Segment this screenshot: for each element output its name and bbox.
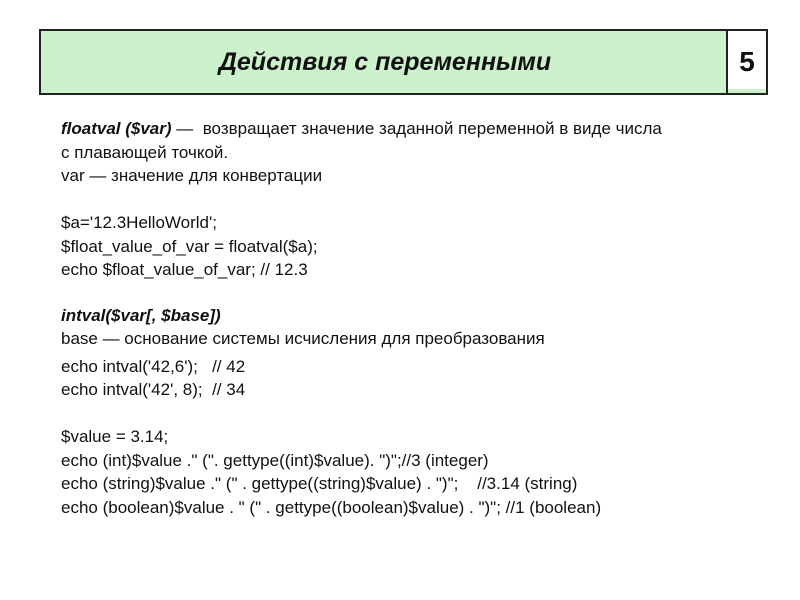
slide-header xyxy=(39,29,768,95)
code-line: echo intval('42,6'); // 42 xyxy=(61,356,246,376)
floatval-param: var — значение для конвертации xyxy=(61,166,323,185)
floatval-description-line-1 xyxy=(61,117,781,141)
code-line: echo (string)$value ." (" . gettype((string)$value) . ")"; //3.14 (string) xyxy=(61,474,578,493)
code-line: $float_value_of_var = floatval($a); xyxy=(61,236,318,256)
slide-number: 5 xyxy=(739,46,755,77)
code-line: echo (boolean)$value . " (" . gettype((boolean)$value) . ")"; //1 (boolean) xyxy=(61,497,602,517)
spacer xyxy=(61,402,781,426)
code-line: echo (int)$value ." (". gettype((int)$value). ")";//3 (integer) xyxy=(61,450,489,470)
intval-signature: intval($var[, $base]) xyxy=(61,305,221,325)
code-line: $value = 3.14; xyxy=(61,427,169,446)
code-line: echo intval('42', 8); // 34 xyxy=(61,380,246,399)
floatval-description-line-2: с плавающей точкой. xyxy=(61,142,229,162)
slide-content xyxy=(61,117,781,519)
spacer xyxy=(61,188,781,212)
floatval-signature: floatval ($var) xyxy=(61,119,172,138)
code-line: echo $float_value_of_var; // 12.3 xyxy=(61,260,308,279)
slide-title: Действия с переменными xyxy=(218,48,552,76)
slide-number-underline xyxy=(728,89,766,93)
floatval-description-text: — возвращает значение заданной переменной в виде числа xyxy=(171,119,662,138)
spacer xyxy=(61,282,781,304)
slide-number-box xyxy=(726,31,766,93)
intval-param: base — основание системы исчисления для преобразования xyxy=(61,329,545,348)
code-line: $a='12.3HelloWorld'; xyxy=(61,213,217,232)
